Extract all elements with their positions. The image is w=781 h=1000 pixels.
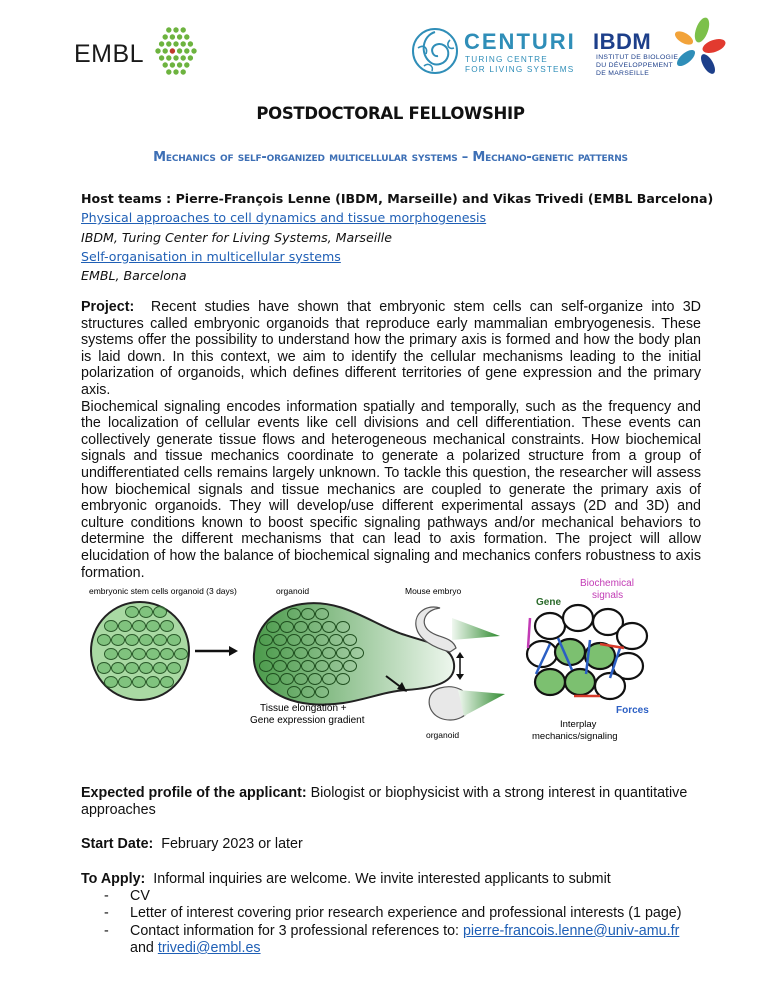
fig-label-organoid2: organoid [426,730,460,740]
list-item: - Letter of interest covering prior research experience and professional interests (1 page) [104,905,682,922]
stem-cell [126,607,139,618]
logo-dot [173,69,178,74]
stem-cell [133,649,146,660]
page-title: POSTDOCTORAL FELLOWSHIP [256,104,525,123]
apply-text: Informal inquiries are welcome. We invite interested applicants to submit [153,871,611,887]
start-text: February 2023 or later [161,836,303,852]
logo-dot [159,55,164,60]
stem-cell [154,635,167,646]
logo-dot [159,41,164,46]
logo-dot [166,41,171,46]
stem-cell [119,649,132,660]
stem-cell [168,663,181,674]
logo-dot [163,48,168,53]
fig-label-organoid: organoid [276,586,310,596]
project-label: Project: [81,299,135,315]
team1-link[interactable]: Physical approaches to cell dynamics and tissue morphogenesis [81,210,487,226]
profile-text: Biologist or biophysicist with a strong interest in quantitative approaches [81,785,688,818]
apply-list [81,888,721,957]
email-link-lenne[interactable]: pierre-francois.lenne@univ-amu.fr [462,922,680,939]
centuri-logo-text: CENTURI [464,29,576,54]
stem-cell [126,635,139,646]
interplay-cell [563,605,593,631]
interplay-cell [617,623,647,649]
list-item: - CV [104,888,150,905]
stem-cell [112,635,125,646]
logo-dot [155,48,160,53]
stem-cell [161,677,174,688]
logo-dot [173,41,178,46]
stem-cell [119,677,132,688]
stem-cell [175,649,188,660]
stem-cell [147,677,160,688]
fig-label-forces: Forces [616,705,649,716]
stem-cell [140,663,153,674]
stem-cell [154,607,167,618]
fig-label-gene: Gene [536,597,562,608]
team1-place: IBDM, Turing Center for Living Systems, Marseille [81,229,392,245]
logo-dot [170,62,175,67]
project-section [81,299,701,581]
logo-dot [166,55,171,60]
stem-cell [126,663,139,674]
stem-cell [140,635,153,646]
fig-label-elong-2: Gene expression gradient [250,715,365,726]
logo-dot [163,62,168,67]
team2-place: EMBL, Barcelona [81,268,187,284]
logo-dot [177,34,182,39]
logo-dot [181,55,186,60]
fig-label-mouse: Mouse embryo [405,586,462,596]
logo-dot [188,41,193,46]
stem-cell [147,621,160,632]
start-label: Start Date: [81,836,154,852]
embl-logo-text: EMBL [74,40,145,68]
logo-dot [181,69,186,74]
stem-cell [133,677,146,688]
profile-section [81,785,701,819]
embl-logo-icon [148,24,204,80]
logo-dot [173,27,178,32]
logo-dot [177,62,182,67]
stem-cell [105,621,118,632]
centuri-logo-icon [410,26,460,76]
ibdm-logo-icon [668,16,726,80]
logo-dot [166,69,171,74]
host-teams [81,189,713,285]
ibdm-logo-text: IBDM [593,29,652,54]
logo-dot [170,34,175,39]
stem-cell [168,635,181,646]
fig-label-interplay-1: Interplay [560,719,597,730]
apply-section [81,871,721,957]
stem-cell [161,649,174,660]
centuri-logo-subtitle: TURING CENTRE FOR LIVING SYSTEMS [465,55,575,74]
list-item: - Contact information for 3 professional references to: pierre-francois.lenne@univ-amu.fr and trivedi@embl.es [104,922,680,956]
page-subtitle: Mechanics of self-organized multicellular systems – Mechano-genetic patterns [153,150,628,165]
host-teams-line: Host teams : Pierre-François Lenne (IBDM, Marseille) and Vikas Trivedi (EMBL Barcelona) [81,191,714,206]
stem-cell [98,635,111,646]
ibdm-logo-subtitle: INSTITUT DE BIOLOGIE DU DÉVELOPPEMENT DE MARSEILLE [596,54,679,77]
stem-cell [161,621,174,632]
interplay-cell [535,669,565,695]
logo-dot [188,55,193,60]
team2-link[interactable]: Self-organisation in multicellular systems [81,248,341,264]
profile-label: Expected profile of the applicant: [81,785,307,801]
fig-label-bio-1: Biochemical [580,578,634,589]
stem-cell [147,649,160,660]
email-link-trivedi[interactable]: trivedi@embl.es [157,939,261,956]
interplay-cell [535,613,565,639]
logo-dot [173,55,178,60]
logo-dot [177,48,182,53]
apply-label: To Apply: [81,871,146,887]
fig-label-stem: embryonic stem cells organoid (3 days) [89,586,237,596]
stem-cell [140,607,153,618]
start-date-section [81,836,303,852]
project-para2: Biochemical signaling encodes information spatially and temporally, such as the frequency and the localization of cellular events like cell divisions and cell differentiation. These events can collectively generate tissue flows and heterogeneous mechanical constraints. How biochemical signals and tissue mechanics coordinate to generate a polarized structure from a group of undifferentiated cells remains largely unknown. To tackle this question, the researcher will assess how biochemical signals and tissue mechanics are coupled to generate the primary axis of embryonic organoids. They will develop/use different experimental assays (2D and 3D) and culture conditions known to boost specific signaling pathways and/or mechanical behaviors to determine the different mechanisms that can lead to axis formation. The project will allow elucidation of how the balance of biochemical signaling and mechanics confers robustness to axis formation. [81,398,701,581]
logo-dot [184,48,189,53]
stem-cell [133,621,146,632]
logo-dot [181,27,186,32]
stem-cell [112,663,125,674]
stem-cell [105,649,118,660]
stem-cell [154,663,167,674]
force-arrow [528,618,530,648]
logo-dot [184,34,189,39]
fig-label-bio-2: signals [592,590,624,601]
interplay-cell [565,669,595,695]
project-para1: Recent studies have shown that embryonic stem cells can self-organize into 3D structures called embryonic organoids that reproduce early mammalian embryogenesis. These systems offer the possibility to understand how the primary axis is formed and how the body plan is laid down. In this context, we aim to identify the cellular mechanisms leading to the initial polarization of organoids, which defines different territories of gene expression and the primary axis. [81,299,701,398]
stem-cell [98,663,111,674]
stem-cell [105,677,118,688]
logo-dot [181,41,186,46]
fig-label-interplay-2: mechanics/signaling [532,731,618,742]
project-figure [80,578,700,750]
interplay-cells [527,605,647,699]
logo-dot [184,62,189,67]
stem-cell [119,621,132,632]
logo-dot [166,27,171,32]
logo-dot [163,34,168,39]
logo-dot [170,48,175,53]
fig-label-elong-1: Tissue elongation + [260,703,347,714]
logo-dot [191,48,196,53]
